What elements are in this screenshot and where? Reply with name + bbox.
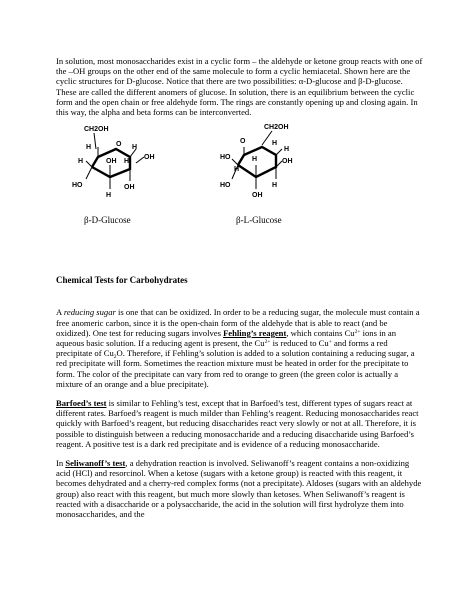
document-page bbox=[56, 56, 424, 528]
atom-h: H bbox=[132, 144, 138, 152]
atom-oh: OH bbox=[124, 184, 135, 192]
beta-l-glucose-structure bbox=[206, 121, 316, 217]
beta-d-glucose-structure bbox=[64, 123, 174, 213]
seliwanoff-paragraph: In Seliwanoff’s test, a dehydration reaction is involved. Seliwanoff’s reagent contains a non-oxidizing acid (HCl) and resorcinol. When a ketose (sugars with a ketone group) is reacted with this reagent, it becomes dehydrated and a cherry-red complex forms (not a precipitate). Aldoses (sugars with an aldehyde group) also react with this reagent, but much more slowly than ketoses. When Seliwanoff’s reagent is reacted with a disaccharide or a polysaccharide, the acid in the solution will first hydrolyze them into monosaccharides, and the bbox=[56, 458, 422, 520]
atom-h: H bbox=[272, 182, 278, 190]
atom-ho: HO bbox=[220, 154, 231, 162]
seliwanoffs-test-term: Seliwanoff’s test bbox=[65, 458, 126, 469]
atom-oh: OH bbox=[144, 154, 155, 162]
barfoed-paragraph: Barfoed’s test is similar to Fehling’s test, except that in Barfoed’s test, different types of sugars react at different rates. Barfoed’s reagent is much milder than Fehling’s reagent. Reducing monosaccharides react quickly with Barfoed’s reagent, but reducing disaccharides react very slowly or not at all. Therefore, it is possible to distinguish between a reducing monosaccharide and a reducing disaccharide using Barfoed’s reagent. A positive test is a dark red precipitate and is evidence of a reducing monosaccharide. bbox=[56, 398, 419, 449]
intro-paragraph: In solution, most monosaccharides exist in a cyclic form – the aldehyde or ketone group reacts with one of the –OH groups on the other end of the same molecule to form a cyclic hemiacetal. Shown here are the cyclic structures for D-glucose. Notice that there are two possibilities: α-D-glucose and β-D-glucose. These are called the different anomers of glucose. In solution, there is an equilibrium between the cyclic form and the open chain or free aldehyde form. The rings are constantly opening up and closing again. In this way, the alpha and beta forms can be interconverted. bbox=[56, 56, 423, 118]
ch2oh-label: CH2OH bbox=[84, 126, 109, 134]
atom-o: O bbox=[116, 141, 122, 149]
atom-h: H bbox=[284, 146, 290, 154]
atom-h: H bbox=[78, 158, 84, 166]
atom-h: H bbox=[252, 156, 258, 164]
section-heading: Chemical Tests for Carbohydrates bbox=[56, 275, 188, 286]
atom-h: H bbox=[272, 140, 278, 148]
atom-h: H bbox=[106, 192, 112, 200]
atom-oh: OH bbox=[106, 158, 117, 166]
reducing-sugar-paragraph: A reducing sugar is one that can be oxidized. In order to be a reducing sugar, the molecule must contain a free anomeric carbon, since it is the open-chain form of the aldehyde that is able to react (and be oxidized). One test for reducing sugars involves Fehling’s reagent, which contains $Cu^{2+}$ ions in an aqueous basic solution. If a reducing agent is present, the $Cu^{2+}$ is reduced to Cu+ and forms a red precipitate of $Cu_2O$. Therefore, if Fehling’s solution is added to a solution containing a reducing sugar, a red precipitate will form. Sometimes the reaction mixture must be heated in order for the precipitate to form. The color of the precipitate can vary from red to orange to green (the green color is actually a mixture of an orange and a blue precipitate). bbox=[56, 307, 420, 389]
beta-l-glucose-caption: β-L-Glucose bbox=[236, 215, 282, 226]
atom-h: H bbox=[124, 158, 130, 166]
atom-h: H bbox=[234, 166, 240, 174]
atom-ho: HO bbox=[220, 182, 231, 190]
atom-h: H bbox=[86, 144, 92, 152]
beta-d-glucose-caption: β-D-Glucose bbox=[84, 215, 131, 226]
glucose-figures bbox=[56, 123, 424, 251]
atom-oh: OH bbox=[252, 192, 263, 200]
fehlings-reagent-term: Fehling’s reagent bbox=[223, 327, 287, 338]
ch2oh-label: CH2OH bbox=[264, 124, 289, 132]
barfoeds-test-term: Barfoed’s test bbox=[56, 398, 107, 409]
atom-oh: OH bbox=[282, 158, 293, 166]
reducing-sugar-term: reducing sugar bbox=[63, 307, 116, 318]
atom-o: O bbox=[240, 138, 246, 146]
atom-ho: HO bbox=[72, 182, 83, 190]
